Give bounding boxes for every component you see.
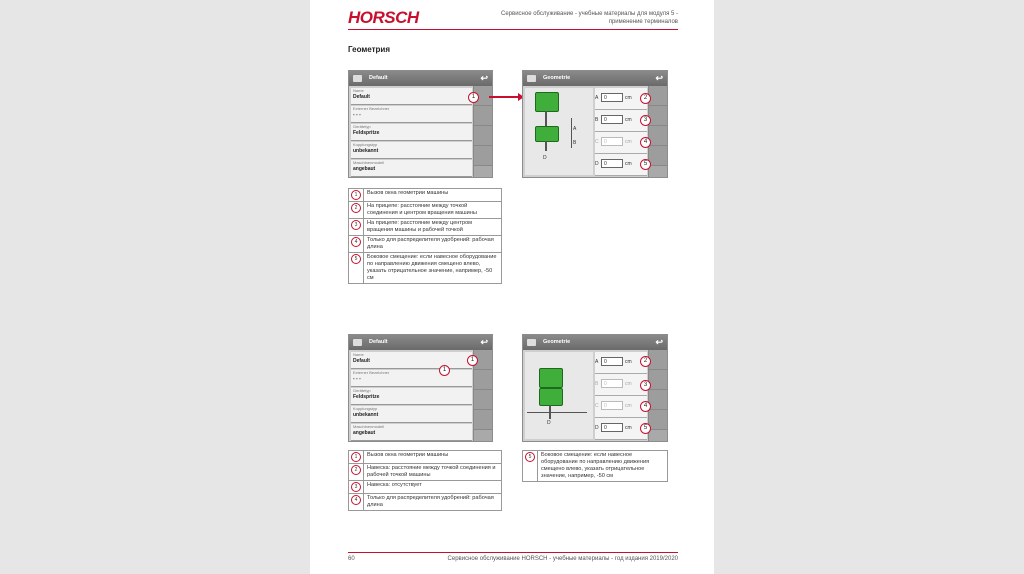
callout-2: 2 — [640, 93, 651, 104]
geometry-field-c: C 0 cm — [595, 396, 647, 418]
page-number: 60 — [348, 556, 355, 562]
list-item[interactable]: Externer Bezeichner - - - — [351, 370, 472, 387]
legend-table-bottom-left — [348, 450, 502, 511]
geometry-field-c: C 0 cm — [595, 132, 647, 154]
implement-icon — [539, 388, 563, 406]
input-c[interactable]: 0 — [601, 401, 623, 410]
dim-label-d: D — [543, 155, 547, 161]
geometry-field-d: D 0 cm — [595, 418, 647, 440]
geometry-field-b: B 0 cm — [595, 374, 647, 396]
callout-1: 1 — [467, 355, 478, 366]
table-row: 2 На прицепе: расстояние между точкой соединения и центром вращения машины — [349, 202, 502, 219]
terminal-header — [523, 335, 667, 350]
dim-label-b: B — [573, 140, 577, 146]
document-page — [310, 0, 714, 574]
callout-3: 3 — [640, 115, 651, 126]
section-title: Геометрия — [348, 45, 391, 54]
geometry-icon — [527, 339, 536, 346]
table-row: 4 Только для распределителя удобрений: рабочая длина — [349, 494, 502, 511]
terminal-title: Default — [369, 339, 388, 345]
list-item[interactable]: Externer Bezeichner - - - — [351, 106, 472, 123]
table-row: 1 Вызов окна геометрии машины — [349, 451, 502, 464]
input-b[interactable]: 0 — [601, 379, 623, 388]
geometry-field-d: D 0 cm — [595, 154, 647, 176]
softkey[interactable] — [474, 106, 492, 126]
input-d[interactable]: 0 — [601, 423, 623, 432]
list-item[interactable]: Gerätetyp Feldspritze — [351, 124, 472, 141]
table-row: 2 Навеска: расстояние между точкой соединения и рабочей точкой машины — [349, 464, 502, 481]
geometry-field-a: A 0 cm — [595, 88, 647, 110]
tractor-icon — [539, 368, 563, 388]
list-item[interactable]: Name Default — [351, 88, 472, 105]
callout-4: 4 — [640, 401, 651, 412]
back-icon[interactable]: ↩ — [655, 337, 663, 347]
legend-table-bottom-right — [522, 450, 668, 482]
terminal-title: Geometrie — [543, 339, 571, 345]
callout-1: 1 — [468, 92, 479, 103]
back-icon[interactable]: ↩ — [655, 73, 663, 83]
geometry-icon — [527, 75, 536, 82]
input-a[interactable]: 0 — [601, 93, 623, 102]
softkey[interactable] — [474, 146, 492, 166]
input-b[interactable]: 0 — [601, 115, 623, 124]
table-row: 5 Боковое смещение: если навесное оборудование по направлению движения смещено влево, указать отрицательное значение, например, -50 см — [349, 253, 502, 284]
callout-1: 1 — [439, 365, 450, 376]
softkey[interactable] — [474, 370, 492, 390]
softkey[interactable] — [474, 126, 492, 146]
callout-3: 3 — [640, 380, 651, 391]
table-row: 1 Вызов окна геометрии машины — [349, 189, 502, 202]
dim-label-a: A — [573, 126, 577, 132]
legend-table-top — [348, 188, 502, 284]
list-item[interactable]: Gerätetyp Feldspritze — [351, 388, 472, 405]
input-c[interactable]: 0 — [601, 137, 623, 146]
header-title: Сервисное обслуживание - учебные материалы для модуля 5 - применение терминалов — [501, 11, 678, 25]
list-item[interactable]: Name Default — [351, 352, 472, 369]
table-row: 5 Боковое смещение: если навесное оборудование по направлению движения смещено влево, указать отрицательное значение, например, -50 см — [523, 451, 668, 482]
back-icon[interactable]: ↩ — [480, 337, 488, 347]
geometry-field-b: B 0 cm — [595, 110, 647, 132]
horsch-logo: HORSCH — [348, 8, 419, 27]
header-divider — [348, 29, 678, 30]
machine-icon — [353, 339, 362, 346]
terminal-header — [349, 71, 492, 86]
callout-2: 2 — [640, 356, 651, 367]
list-item[interactable]: Maschinenmodell angebaut — [351, 160, 472, 177]
terminal-header — [523, 71, 667, 86]
input-a[interactable]: 0 — [601, 357, 623, 366]
geometry-diagram — [525, 88, 593, 175]
machine-icon — [353, 75, 362, 82]
softkey[interactable] — [474, 410, 492, 430]
callout-5: 5 — [640, 159, 651, 170]
callout-5: 5 — [640, 423, 651, 434]
list-item[interactable]: Kupplungstyp unbekannt — [351, 142, 472, 159]
tractor-icon — [535, 92, 559, 112]
footer-text: Сервисное обслуживание HORSCH - учебные материалы - год издания 2019/2020 — [447, 556, 678, 562]
list-item[interactable]: Maschinenmodell angebaut — [351, 424, 472, 441]
geometry-field-a: A 0 cm — [595, 352, 647, 374]
terminal-machine-settings-top — [348, 70, 493, 178]
terminal-title: Geometrie — [543, 75, 571, 81]
trailer-icon — [535, 126, 559, 142]
terminal-header — [349, 335, 492, 350]
arrow-to-geometry — [489, 96, 519, 98]
table-row: 4 Только для распределителя удобрений: рабочая длина — [349, 236, 502, 253]
geometry-diagram — [525, 352, 593, 439]
input-d[interactable]: 0 — [601, 159, 623, 168]
softkey[interactable] — [474, 390, 492, 410]
footer-divider — [348, 552, 678, 553]
list-item[interactable]: Kupplungstyp unbekannt — [351, 406, 472, 423]
dim-label-d: D — [547, 420, 551, 426]
table-row: 3 На прицепе: расстояние между центром вращения машины и рабочей точкой — [349, 219, 502, 236]
callout-4: 4 — [640, 137, 651, 148]
terminal-title: Default — [369, 75, 388, 81]
table-row: 3 Навеска: отсутствует — [349, 481, 502, 494]
back-icon[interactable]: ↩ — [480, 73, 488, 83]
terminal-machine-settings-bottom — [348, 334, 493, 442]
